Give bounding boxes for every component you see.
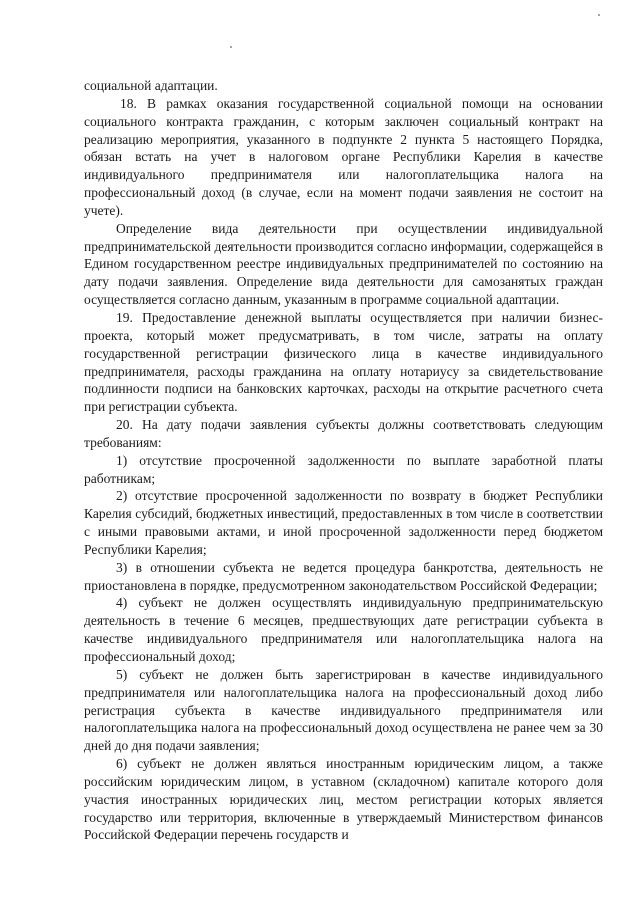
requirement-4: 4) субъект не должен осуществлять индивидуальную предпринимательскую деятельность в течение 6 месяцев, предшествующих дате регистрации субъекта в качестве индивидуального предпринимателя или налогоплательщика налога на профессиональный доход; xyxy=(84,595,603,664)
paragraph-activity-type: Определение вида деятельности при осуществлении индивидуальной предпринимательской деятельности производится согласно информации, содержащейся в Едином государственном реестре индивидуальных предпринимателей по состоянию на дату подачи заявления. Определение вида деятельности для самозанятых граждан осуществляется согласно данным, указанным в программе социальной адаптации. xyxy=(84,220,603,308)
scan-speck xyxy=(598,14,600,16)
document-body xyxy=(84,77,603,844)
paragraph-item-18: 18. В рамках оказания государственной социальной помощи на основании социального контракта гражданин, с которым заключен социальный контракт на реализацию мероприятия, указанного в подпункте 2 пункта 5 настоящего Порядка, обязан встать на учет в налоговом органе Республики Карелия в качестве индивидуального предпринимателя или налогоплательщика налога на профессиональный доход (в случае, если на момент подачи заявления не состоит на учете). xyxy=(84,95,603,218)
requirement-2: 2) отсутствие просроченной задолженности по возврату в бюджет Республики Карелия субсидий, бюджетных инвестиций, предоставленных в том числе в соответствии с иными правовыми актами, и иной просроченной задолженности перед бюджетом Республики Карелия; xyxy=(84,488,603,557)
paragraph-continuation: социальной адаптации. xyxy=(84,78,218,93)
requirement-5: 5) субъект не должен быть зарегистрирован в качестве индивидуального предпринимателя или налогоплательщика налога на профессиональный доход либо регистрация субъекта в качестве индивидуального предпринимателя или налогоплательщика налога на профессиональный доход осуществлена не ранее чем за 30 дней до дня подачи заявления; xyxy=(84,666,603,754)
requirement-3: 3) в отношении субъекта не ведется процедура банкротства, деятельность не приостановлена в порядке, предусмотренном законодательством Российской Федерации; xyxy=(84,559,603,593)
scan-speck xyxy=(230,46,232,48)
paragraph-item-19: 19. Предоставление денежной выплаты осуществляется при наличии бизнес-проекта, который может предусматривать, в том числе, затраты на оплату государственной регистрации физического лица в качестве индивидуального предпринимателя, расходы гражданина на оплату нотариусу за свидетельствование подлинности подписи на банковских карточках, расходы на открытие расчетного счета при регистрации субъекта. xyxy=(84,309,603,415)
requirement-1: 1) отсутствие просроченной задолженности по выплате заработной платы работникам; xyxy=(84,452,603,486)
requirement-6: 6) субъект не должен являться иностранным юридическим лицом, а также российским юридическим лицом, в уставном (складочном) капитале которого доля участия иностранных юридических лиц, местом регистрации которых является государство или территория, включенные в утверждаемый Министерством финансов Российской Федерации перечень государств и xyxy=(84,756,603,843)
paragraph-item-20: 20. На дату подачи заявления субъекты должны соответствовать следующим требованиям: xyxy=(84,417,603,450)
